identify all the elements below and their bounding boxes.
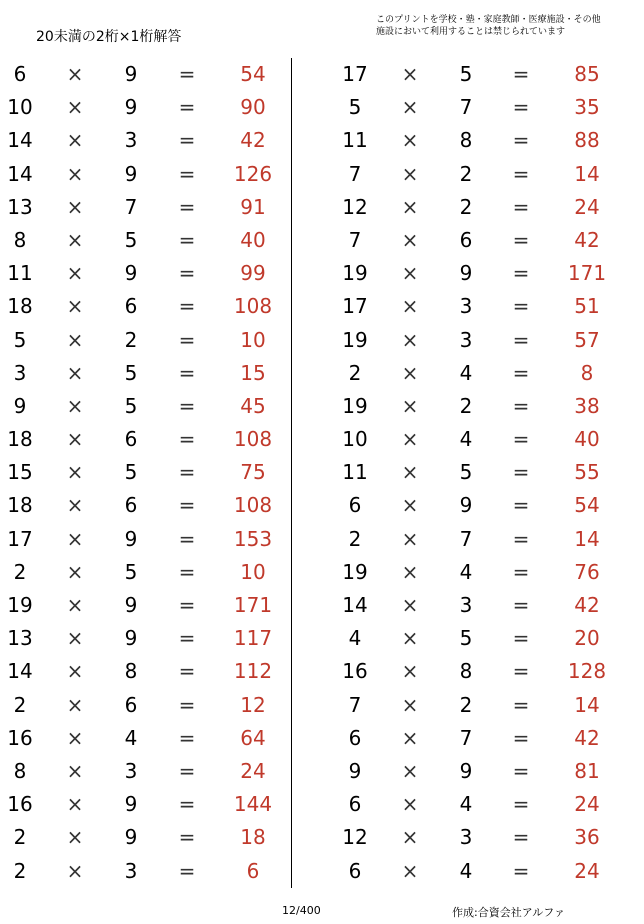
times-sign: × [401, 95, 419, 120]
multiplicand: 14 [7, 128, 33, 153]
multiplier: 8 [124, 659, 138, 684]
equals-sign: = [178, 526, 196, 551]
answer: 91 [240, 194, 266, 219]
times-sign: × [66, 62, 84, 86]
multiplicand: 19 [342, 327, 368, 352]
multiplicand: 9 [348, 758, 362, 783]
multiplier: 4 [459, 360, 473, 385]
equals-sign: = [512, 161, 530, 186]
answer: 24 [574, 792, 600, 817]
multiplier: 9 [124, 62, 138, 86]
multiplicand: 6 [348, 858, 362, 883]
times-sign: × [401, 294, 419, 319]
equals-sign: = [512, 526, 530, 551]
multiplicand: 6 [348, 493, 362, 518]
answer: 99 [240, 261, 266, 286]
equals-sign: = [512, 62, 530, 86]
equals-sign: = [178, 393, 196, 418]
answer: 108 [233, 294, 273, 319]
multiplier: 2 [459, 393, 473, 418]
times-sign: × [66, 427, 84, 452]
times-sign: × [66, 792, 84, 817]
answer: 171 [567, 261, 607, 286]
equals-sign: = [512, 261, 530, 286]
equals-sign: = [512, 725, 530, 750]
answer: 24 [240, 758, 266, 783]
multiplicand: 6 [348, 792, 362, 817]
equals-sign: = [178, 792, 196, 817]
multiplier: 3 [459, 294, 473, 319]
times-sign: × [401, 858, 419, 883]
multiplicand: 19 [342, 261, 368, 286]
multiplicand: 19 [7, 593, 33, 617]
multiplicand: 2 [348, 526, 362, 551]
answer: 54 [574, 493, 600, 518]
answer: 57 [574, 327, 600, 352]
equals-sign: = [512, 626, 530, 651]
times-sign: × [401, 493, 419, 518]
equals-sign: = [178, 427, 196, 452]
answer: 55 [574, 460, 600, 485]
multiplicand: 2 [13, 825, 27, 850]
multiplier: 7 [124, 194, 138, 219]
multiplier: 4 [124, 725, 138, 750]
multiplier: 9 [459, 493, 473, 518]
multiplicand: 17 [342, 294, 368, 319]
answer: 42 [574, 725, 600, 750]
answer: 15 [240, 360, 266, 385]
multiplier: 5 [124, 360, 138, 385]
times-sign: × [401, 593, 419, 617]
equals-sign: = [178, 460, 196, 485]
multiplier: 3 [124, 128, 138, 153]
times-sign: × [401, 128, 419, 153]
times-sign: × [66, 593, 84, 617]
equals-sign: = [512, 227, 530, 252]
multiplicand: 6 [348, 725, 362, 750]
answer: 14 [574, 692, 600, 717]
column-divider [291, 58, 292, 888]
multiplicand: 11 [342, 128, 368, 153]
equals-sign: = [178, 194, 196, 219]
answer: 90 [240, 95, 266, 120]
multiplier: 5 [459, 62, 473, 86]
author-credit: 作成:合資会社アルファ [452, 906, 566, 919]
multiplicand: 16 [7, 792, 33, 817]
equals-sign: = [178, 128, 196, 153]
multiplicand: 3 [13, 360, 27, 385]
times-sign: × [66, 659, 84, 684]
multiplier: 7 [459, 526, 473, 551]
equals-sign: = [178, 62, 196, 86]
times-sign: × [401, 261, 419, 286]
usage-notice: このプリントを学校・塾・家庭教師・医療施設・その他 施設において利用することは禁じられています [376, 15, 601, 37]
answer: 24 [574, 858, 600, 883]
multiplicand: 11 [7, 261, 33, 286]
multiplier: 5 [459, 460, 473, 485]
multiplier: 9 [124, 526, 138, 551]
multiplicand: 12 [342, 825, 368, 850]
multiplier: 5 [124, 559, 138, 584]
answer: 42 [574, 593, 600, 617]
multiplier: 9 [124, 95, 138, 120]
times-sign: × [401, 360, 419, 385]
multiplicand: 8 [13, 758, 27, 783]
times-sign: × [401, 460, 419, 485]
answer: 40 [240, 227, 266, 252]
equals-sign: = [178, 95, 196, 120]
equals-sign: = [178, 858, 196, 883]
equals-sign: = [512, 360, 530, 385]
answer: 112 [233, 659, 273, 684]
answer: 126 [233, 161, 273, 186]
multiplier: 4 [459, 427, 473, 452]
times-sign: × [401, 526, 419, 551]
multiplicand: 4 [348, 626, 362, 651]
times-sign: × [66, 692, 84, 717]
times-sign: × [66, 858, 84, 883]
multiplier: 2 [459, 194, 473, 219]
equals-sign: = [512, 659, 530, 684]
times-sign: × [401, 825, 419, 850]
multiplicand: 6 [13, 62, 27, 86]
multiplier: 5 [124, 393, 138, 418]
equals-sign: = [512, 858, 530, 883]
multiplier: 9 [459, 758, 473, 783]
equals-sign: = [178, 261, 196, 286]
multiplier: 8 [459, 128, 473, 153]
times-sign: × [66, 327, 84, 352]
times-sign: × [401, 62, 419, 86]
multiplier: 4 [459, 559, 473, 584]
answer: 42 [240, 128, 266, 153]
answer: 8 [580, 360, 594, 385]
multiplier: 4 [459, 792, 473, 817]
equals-sign: = [178, 626, 196, 651]
multiplicand: 18 [7, 493, 33, 518]
multiplicand: 12 [342, 194, 368, 219]
answer: 108 [233, 493, 273, 518]
answer: 12 [240, 692, 266, 717]
equals-sign: = [512, 327, 530, 352]
times-sign: × [401, 161, 419, 186]
equals-sign: = [178, 758, 196, 783]
equals-sign: = [512, 294, 530, 319]
multiplier: 2 [459, 161, 473, 186]
multiplier: 8 [459, 659, 473, 684]
multiplicand: 2 [13, 858, 27, 883]
multiplicand: 2 [13, 692, 27, 717]
answer: 20 [574, 626, 600, 651]
times-sign: × [401, 393, 419, 418]
multiplicand: 17 [7, 526, 33, 551]
equals-sign: = [512, 758, 530, 783]
times-sign: × [401, 559, 419, 584]
times-sign: × [66, 360, 84, 385]
multiplicand: 10 [342, 427, 368, 452]
page-number: 12/400 [282, 904, 321, 917]
multiplier: 6 [459, 227, 473, 252]
equals-sign: = [178, 692, 196, 717]
answer: 81 [574, 758, 600, 783]
times-sign: × [401, 692, 419, 717]
equals-sign: = [178, 493, 196, 518]
multiplicand: 5 [13, 327, 27, 352]
equals-sign: = [178, 360, 196, 385]
equals-sign: = [512, 792, 530, 817]
equals-sign: = [512, 493, 530, 518]
times-sign: × [401, 659, 419, 684]
equals-sign: = [178, 725, 196, 750]
answer: 128 [567, 659, 607, 684]
multiplier: 9 [124, 792, 138, 817]
multiplicand: 16 [342, 659, 368, 684]
times-sign: × [66, 626, 84, 651]
equals-sign: = [512, 460, 530, 485]
multiplicand: 7 [348, 227, 362, 252]
multiplier: 7 [459, 725, 473, 750]
times-sign: × [401, 792, 419, 817]
times-sign: × [66, 559, 84, 584]
multiplicand: 19 [342, 559, 368, 584]
answer: 38 [574, 393, 600, 418]
multiplicand: 2 [348, 360, 362, 385]
answer: 108 [233, 427, 273, 452]
multiplier: 9 [459, 261, 473, 286]
times-sign: × [66, 261, 84, 286]
times-sign: × [66, 194, 84, 219]
multiplicand: 13 [7, 194, 33, 219]
equals-sign: = [178, 327, 196, 352]
multiplicand: 13 [7, 626, 33, 651]
equals-sign: = [512, 128, 530, 153]
answer: 42 [574, 227, 600, 252]
multiplicand: 14 [342, 593, 368, 617]
multiplicand: 17 [342, 62, 368, 86]
multiplicand: 10 [7, 95, 33, 120]
times-sign: × [66, 493, 84, 518]
times-sign: × [66, 95, 84, 120]
multiplier: 3 [459, 593, 473, 617]
multiplicand: 14 [7, 659, 33, 684]
times-sign: × [401, 758, 419, 783]
answer: 45 [240, 393, 266, 418]
multiplicand: 8 [13, 227, 27, 252]
answer: 18 [240, 825, 266, 850]
equals-sign: = [512, 825, 530, 850]
equals-sign: = [178, 825, 196, 850]
times-sign: × [66, 128, 84, 153]
multiplicand: 18 [7, 294, 33, 319]
multiplier: 9 [124, 261, 138, 286]
equals-sign: = [178, 161, 196, 186]
times-sign: × [66, 526, 84, 551]
multiplier: 4 [459, 858, 473, 883]
multiplier: 3 [459, 825, 473, 850]
answer: 54 [240, 62, 266, 86]
multiplicand: 5 [348, 95, 362, 120]
multiplier: 6 [124, 427, 138, 452]
multiplicand: 19 [342, 393, 368, 418]
times-sign: × [66, 227, 84, 252]
times-sign: × [401, 725, 419, 750]
times-sign: × [66, 825, 84, 850]
times-sign: × [401, 194, 419, 219]
times-sign: × [66, 725, 84, 750]
times-sign: × [401, 626, 419, 651]
multiplicand: 2 [13, 559, 27, 584]
multiplier: 3 [124, 758, 138, 783]
answer: 153 [233, 526, 273, 551]
equals-sign: = [178, 294, 196, 319]
multiplier: 9 [124, 593, 138, 617]
answer: 51 [574, 294, 600, 319]
worksheet-title: 20未満の2桁×1桁解答 [36, 29, 182, 45]
multiplier: 6 [124, 294, 138, 319]
multiplicand: 11 [342, 460, 368, 485]
times-sign: × [66, 161, 84, 186]
times-sign: × [401, 427, 419, 452]
multiplicand: 14 [7, 161, 33, 186]
answer: 75 [240, 460, 266, 485]
times-sign: × [66, 460, 84, 485]
equals-sign: = [178, 227, 196, 252]
answer: 76 [574, 559, 600, 584]
times-sign: × [401, 327, 419, 352]
answer: 144 [233, 792, 273, 817]
times-sign: × [401, 227, 419, 252]
multiplier: 3 [459, 327, 473, 352]
answer: 35 [574, 95, 600, 120]
multiplicand: 7 [348, 161, 362, 186]
equals-sign: = [512, 427, 530, 452]
equals-sign: = [512, 95, 530, 120]
equals-sign: = [512, 559, 530, 584]
answer: 14 [574, 526, 600, 551]
multiplier: 5 [124, 227, 138, 252]
answer: 40 [574, 427, 600, 452]
answer: 10 [240, 559, 266, 584]
answer: 64 [240, 725, 266, 750]
multiplicand: 7 [348, 692, 362, 717]
times-sign: × [66, 294, 84, 319]
equals-sign: = [512, 194, 530, 219]
answer: 14 [574, 161, 600, 186]
equals-sign: = [178, 593, 196, 617]
multiplicand: 18 [7, 427, 33, 452]
multiplier: 2 [459, 692, 473, 717]
multiplier: 9 [124, 825, 138, 850]
times-sign: × [66, 758, 84, 783]
answer: 36 [574, 825, 600, 850]
equals-sign: = [512, 593, 530, 617]
multiplier: 9 [124, 161, 138, 186]
answer: 85 [574, 62, 600, 86]
multiplier: 5 [459, 626, 473, 651]
answer: 24 [574, 194, 600, 219]
equals-sign: = [512, 393, 530, 418]
equals-sign: = [178, 559, 196, 584]
answer: 117 [233, 626, 273, 651]
answer: 10 [240, 327, 266, 352]
multiplicand: 15 [7, 460, 33, 485]
equals-sign: = [178, 659, 196, 684]
multiplier: 5 [124, 460, 138, 485]
multiplier: 6 [124, 692, 138, 717]
equals-sign: = [512, 692, 530, 717]
multiplier: 3 [124, 858, 138, 883]
multiplier: 7 [459, 95, 473, 120]
multiplier: 6 [124, 493, 138, 518]
multiplier: 2 [124, 327, 138, 352]
multiplicand: 9 [13, 393, 27, 418]
multiplier: 9 [124, 626, 138, 651]
answer: 171 [233, 593, 273, 617]
answer: 6 [246, 858, 260, 883]
multiplicand: 16 [7, 725, 33, 750]
times-sign: × [66, 393, 84, 418]
answer: 88 [574, 128, 600, 153]
